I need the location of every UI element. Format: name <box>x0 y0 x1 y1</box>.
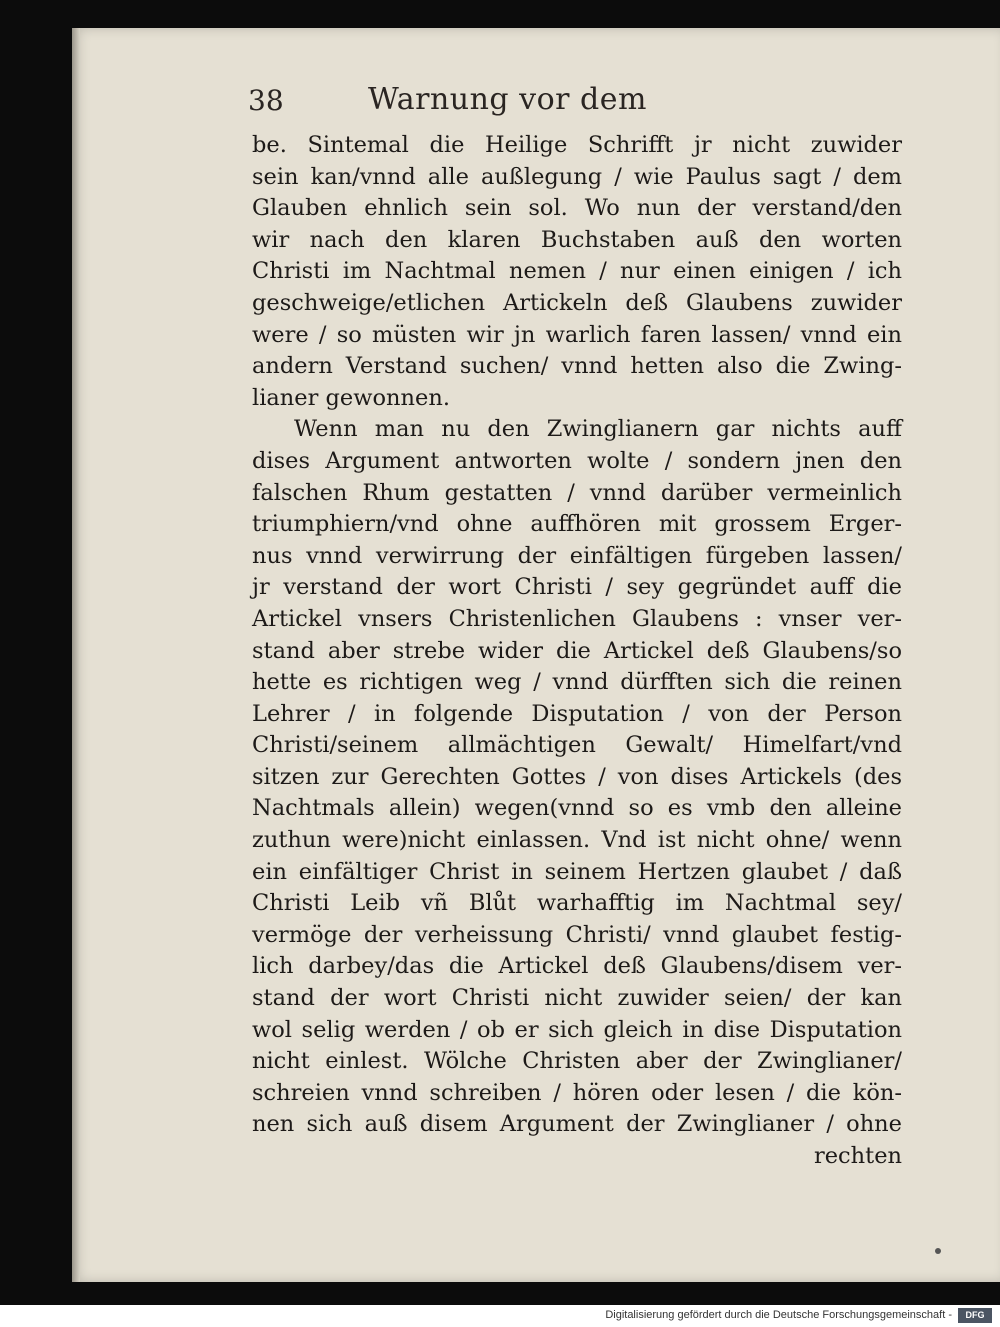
text-line: andern Verstand suchen/ vnnd hetten also die Zwing- <box>252 353 902 380</box>
text-line: Nachtmals allein) wegen(vnnd so es vmb den alleine <box>252 795 902 822</box>
page-gutter-shadow <box>72 28 80 1282</box>
paper-speck <box>935 1248 941 1254</box>
text-line: hette es richtigen weg / vnnd dürfften sich die reinen <box>252 669 902 696</box>
text-line: zuthun were)nicht einlassen. Vnd ist nicht ohne/ wenn <box>252 827 902 854</box>
text-line: stand der wort Christi nicht zuwider seien/ der kan <box>252 985 902 1012</box>
text-line: lich darbey/das die Artickel deß Glaubens/disem ver- <box>252 953 902 980</box>
text-line: stand aber strebe wider die Artickel deß Glaubens/so <box>252 637 902 664</box>
dfg-logo: DFG <box>958 1308 992 1323</box>
text-line: nicht einlest. Wölche Christen aber der Zwinglianer/ <box>252 1048 902 1075</box>
text-line: Christi Leib vñ Blůt warhafftig im Nachtmal sey/ <box>252 890 902 917</box>
text-line: lianer gewonnen. <box>252 384 450 411</box>
text-line: Lehrer / in folgende Disputation / von der Person <box>252 700 902 727</box>
text-line: jr verstand der wort Christi / sey gegründet auff die <box>252 574 902 601</box>
text-line: sitzen zur Gerechten Gottes / von dises Artickels (des <box>252 763 902 790</box>
text-line: nus vnnd verwirrung der einfältigen fürgeben lassen/ <box>252 542 902 569</box>
running-title: Warnung vor dem <box>368 82 647 117</box>
text-line: Wenn man nu den Zwinglianern gar nichts auff <box>294 416 902 443</box>
text-line: wir nach den klaren Buchstaben auß den worten <box>252 226 902 253</box>
text-line: ein einfältiger Christ in seinem Hertzen glaubet / daß <box>252 858 902 885</box>
text-line: sein kan/vnnd alle außlegung / wie Paulus sagt / dem <box>252 163 902 190</box>
text-line: rechten <box>813 1143 902 1169</box>
text-line: schreien vnnd schreiben / hören oder lesen / die kön- <box>252 1079 902 1106</box>
text-line: were / so müsten wir jn warlich faren lassen/ vnnd ein <box>252 321 902 348</box>
text-line: wol selig werden / ob er sich gleich in dise Disputation <box>252 1016 902 1043</box>
text-line: Glauben ehnlich sein sol. Wo nun der verstand/den <box>252 195 902 222</box>
text-line: falschen Rhum gestatten / vnnd darüber vermeinlich <box>252 479 902 506</box>
text-line: nen sich auß disem Argument der Zwinglianer / ohne <box>252 1111 902 1138</box>
text-line: triumphiern/vnd ohne auffhören mit grossem Erger- <box>252 511 902 538</box>
text-line: dises Argument antworten wolte / sondern jnen den <box>252 447 902 474</box>
page-header <box>248 84 848 128</box>
digitization-credit: Digitalisierung gefördert durch die Deutsche Forschungsgemeinschaft - <box>605 1309 952 1321</box>
text-line: geschweige/etlichen Artickeln deß Glaubens zuwider <box>252 289 902 316</box>
text-line: be. Sintemal die Heilige Schrifft jr nicht zuwider <box>252 132 902 158</box>
page-number: 38 <box>248 84 284 117</box>
text-line: Christi im Nachtmal nemen / nur einen einigen / ich <box>252 258 902 285</box>
body-text <box>252 130 902 1173</box>
text-line: Christi/seinem allmächtigen Gewalt/ Himelfart/vnd <box>252 732 902 759</box>
text-line: vermöge der verheissung Christi/ vnnd glaubet festig- <box>252 921 902 948</box>
footer-bar <box>0 1305 1000 1327</box>
text-line: Artickel vnsers Christenlichen Glaubens : vnser ver- <box>252 605 902 632</box>
